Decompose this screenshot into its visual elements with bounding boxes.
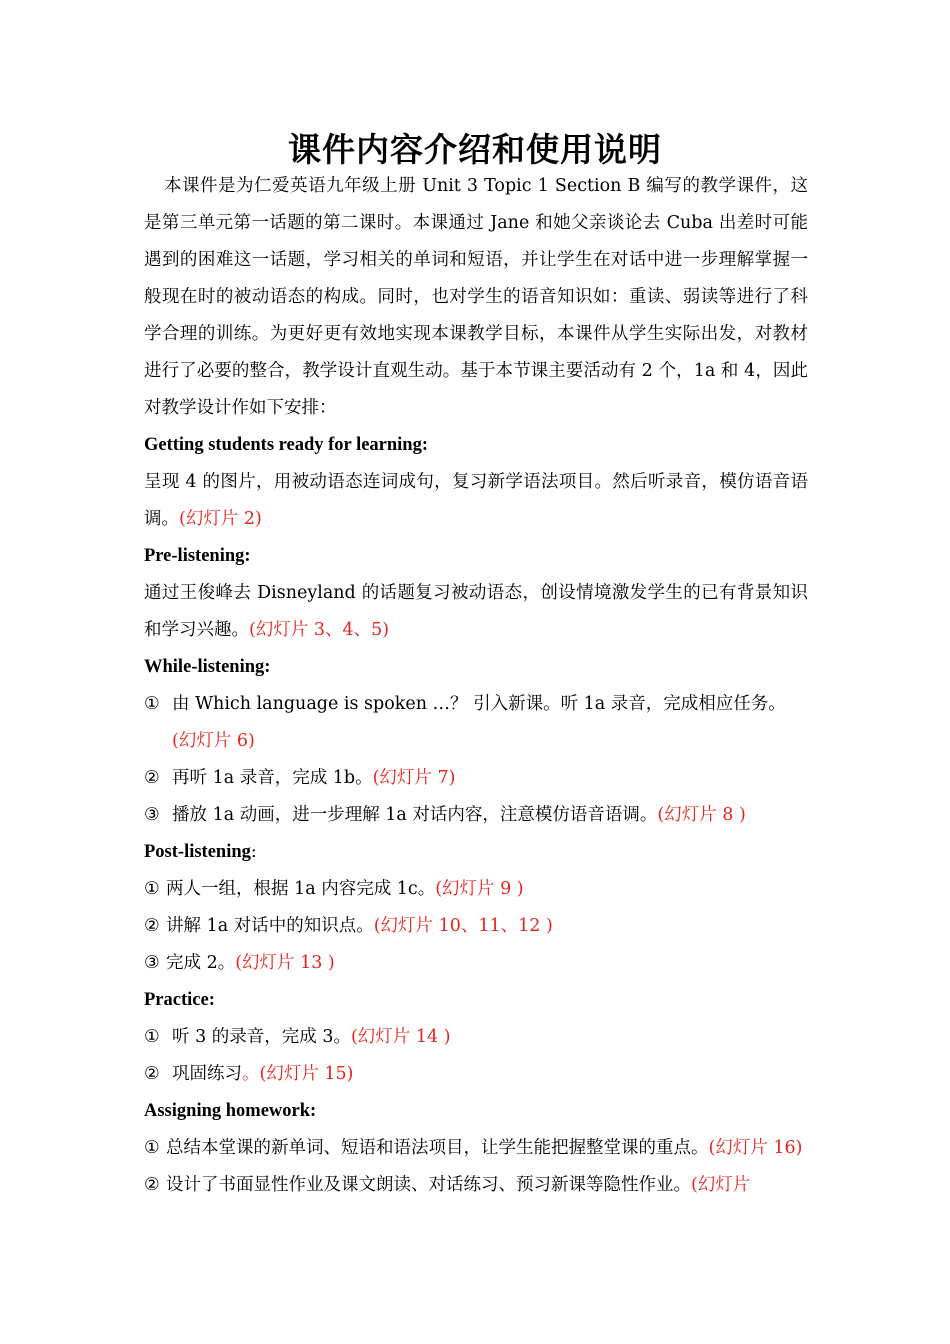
item-number: ① <box>144 694 160 714</box>
item-number: ② <box>144 916 160 936</box>
list-item <box>144 945 808 982</box>
page-title: 课件内容介绍和使用说明 <box>288 130 662 169</box>
slide-reference: (幻灯片 <box>691 1175 751 1195</box>
item-content <box>166 871 808 908</box>
list-item <box>144 797 808 834</box>
slide-reference: (幻灯片 8 ) <box>657 805 746 825</box>
item-content <box>172 1056 808 1093</box>
list-item <box>144 686 808 760</box>
item-text: 总结本堂课的新单词、短语和语法项目，让学生能把握整堂课的重点。 <box>166 1138 709 1158</box>
section-heading-while-listening: While-listening: <box>144 657 271 677</box>
list-item <box>144 871 808 908</box>
list-item <box>144 1019 808 1056</box>
list-item <box>144 908 808 945</box>
item-text: 巩固练习 <box>172 1064 242 1084</box>
item-content <box>172 1019 808 1056</box>
list-item <box>144 1056 808 1093</box>
slide-reference: 。(幻灯片 15) <box>242 1064 354 1084</box>
section-text-pre-listening <box>144 575 808 649</box>
slide-reference: (幻灯片 14 ) <box>350 1027 451 1047</box>
slide-reference: (幻灯片 7) <box>372 768 456 788</box>
heading-colon: : <box>250 842 257 862</box>
item-text: 完成 2。 <box>166 953 236 973</box>
item-text: 两人一组，根据 1a 内容完成 1c。 <box>166 879 436 899</box>
section-heading-getting-ready: Getting students ready for learning: <box>144 435 429 455</box>
item-content <box>166 1167 808 1204</box>
slide-reference: (幻灯片 10、11、12 ) <box>373 916 553 936</box>
item-content <box>172 760 808 797</box>
slide-reference: (幻灯片 13 ) <box>235 953 335 973</box>
slide-reference: (幻灯片 16) <box>708 1138 803 1158</box>
slide-reference: (幻灯片 3、4、5) <box>249 620 390 640</box>
section-heading-practice: Practice: <box>144 990 215 1010</box>
list-item <box>144 1130 808 1167</box>
item-number: ② <box>144 1175 160 1195</box>
item-text: 再听 1a 录音，完成 1b。 <box>172 768 373 788</box>
slide-reference: (幻灯片 9 ) <box>435 879 524 899</box>
item-text: 听 3 的录音，完成 3。 <box>172 1027 351 1047</box>
item-text: 播放 1a 动画，进一步理解 1a 对话内容，注意模仿语音语调。 <box>172 805 658 825</box>
item-number: ③ <box>144 805 160 825</box>
item-number: ③ <box>144 953 160 973</box>
item-number: ① <box>144 1027 160 1047</box>
item-number: ① <box>144 879 160 899</box>
slide-reference: (幻灯片 6) <box>172 731 255 751</box>
section-heading-homework: Assigning homework: <box>144 1101 317 1121</box>
item-text: 设计了书面显性作业及课文朗读、对话练习、预习新课等隐性作业。 <box>166 1175 691 1195</box>
list-item <box>144 760 808 797</box>
section-text-getting-ready <box>144 464 808 538</box>
item-content <box>166 1130 808 1167</box>
section-heading-post-listening <box>144 834 808 871</box>
section-heading-pre-listening: Pre-listening: <box>144 546 251 566</box>
document-body <box>144 168 808 1204</box>
item-content <box>166 908 808 945</box>
item-number: ① <box>144 1138 160 1158</box>
list-item <box>144 1167 808 1204</box>
intro-paragraph: 本课件是为仁爱英语九年级上册 Unit 3 Topic 1 Section B 编写的教学课件，这是第三单元第一话题的第二课时。本课通过 Jane 和她父亲谈论去 Cuba 出差时可能遇到的困难这一话题，学习相关的单词和短语，并让学生在对话中进一步理解掌握一般现在时的被动语态的构成。同时，也对学生的语音知识如：重读、弱读等进行了科学合理的训练。为更好更有效地实现本课教学目标，本课件从学生实际出发，对教材进行了必要的整合，教学设计直观生动。基于本节课主要活动有 2 个，1a 和 4，因此对教学设计作如下安排： <box>144 176 808 418</box>
item-content <box>172 686 808 760</box>
section-text: 呈现 4 的图片，用被动语态连词成句，复习新学语法项目。然后听录音，模仿语音语调。 <box>144 472 808 529</box>
item-content <box>166 945 808 982</box>
item-number: ② <box>144 768 160 788</box>
item-content <box>172 797 808 834</box>
slide-reference: (幻灯片 2) <box>179 509 262 529</box>
item-number: ② <box>144 1064 160 1084</box>
section-text: 通过王俊峰去 Disneyland 的话题复习被动语态，创设情境激发学生的已有背景知识和学习兴趣。 <box>144 583 808 640</box>
item-text: 由 Which language is spoken …？ 引入新课。听 1a 录音，完成相应任务。 <box>172 694 786 714</box>
item-text: 讲解 1a 对话中的知识点。 <box>166 916 374 936</box>
heading-text: Post-listening <box>144 842 251 862</box>
